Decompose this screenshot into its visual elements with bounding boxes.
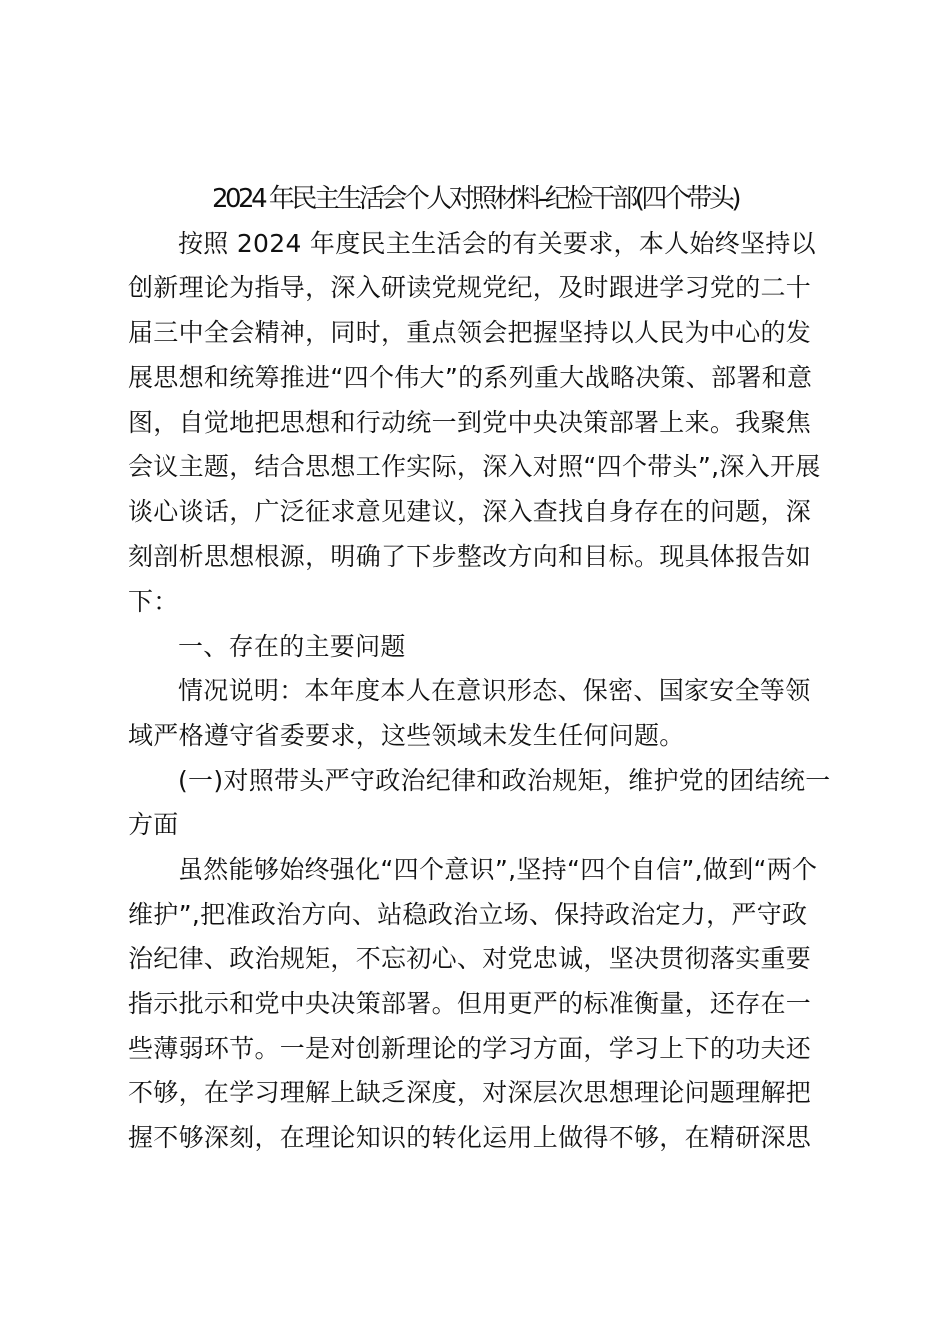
paragraph-line: 维护”,把准政治方向、站稳政治立场、保持政治定力，严守政 [128,900,808,929]
paragraph-line: 展思想和统筹推进“四个伟大”的系列重大战略决策、部署和意 [128,363,813,392]
paragraph-line: 会议主题，结合思想工作实际，深入对照“四个带头”,深入开展 [128,452,821,481]
paragraph-line: 按照 2024 年度民主生活会的有关要求，本人始终坚持以 [178,229,816,258]
paragraph-line: 握不够深刻，在理论知识的转化运用上做得不够，在精研深思 [128,1123,812,1152]
paragraph-line: 治纪律、政治规矩，不忘初心、对党忠诚，坚决贯彻落实重要 [128,944,812,973]
document-title: 2024 年民主生活会个人对照材料-纪检干部(四个带头) [211,184,739,214]
subsection-heading: (一)对照带头严守政治纪律和政治规矩，维护党的团结统一 [178,766,831,795]
paragraph-line: 些薄弱环节。一是对创新理论的学习方面，学习上下的功夫还 [128,1034,812,1063]
paragraph-line: 域严格遵守省委要求，这些领域未发生任何问题。 [128,721,685,750]
paragraph-line: 指示批示和党中央决策部署。但用更严的标准衡量，还存在一 [128,989,812,1018]
paragraph-line: 虽然能够始终强化“四个意识”,坚持“四个自信”,做到“两个 [178,855,818,884]
subsection-heading: 方面 [128,810,179,839]
section-heading: 一、存在的主要问题 [178,632,406,661]
paragraph-line: 创新理论为指导，深入研读党规党纪，及时跟进学习党的二十 [128,273,812,302]
paragraph-line: 情况说明：本年度本人在意识形态、保密、国家安全等领 [178,676,811,705]
paragraph-line: 图，自觉地把思想和行动统一到党中央决策部署上来。我聚焦 [128,408,812,437]
paragraph-line: 下： [128,587,179,616]
paragraph-line: 刻剖析思想根源，明确了下步整改方向和目标。现具体报告如 [128,542,812,571]
paragraph-line: 谈心谈话，广泛征求意见建议，深入查找自身存在的问题，深 [128,497,812,526]
paragraph-line: 届三中全会精神，同时，重点领会把握坚持以人民为中心的发 [128,318,812,347]
paragraph-line: 不够，在学习理解上缺乏深度，对深层次思想理论问题理解把 [128,1078,812,1107]
